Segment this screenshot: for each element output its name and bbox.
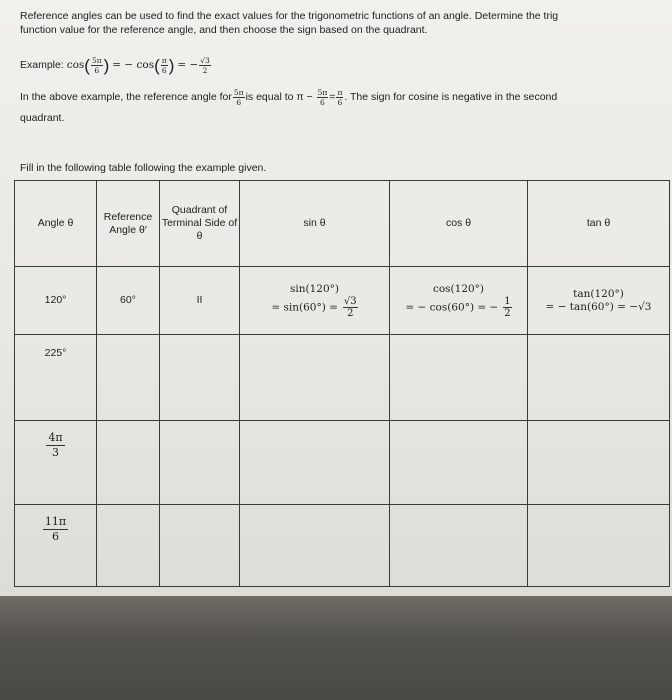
tan-bottom: = − tan(60°) = −√3 — [545, 300, 652, 313]
angle-value: 120° — [44, 294, 67, 306]
example-equals-cos: = − cos — [112, 58, 155, 71]
header-cos — [390, 181, 528, 267]
numerator: π — [161, 55, 167, 65]
cell-quadrant — [160, 267, 240, 335]
example-cos-1: cos — [66, 58, 85, 71]
example-label: Example: — [20, 58, 64, 71]
table-row — [15, 267, 670, 335]
denominator: 3 — [51, 446, 59, 459]
example-arg-1 — [91, 56, 103, 75]
numerator: √3 — [200, 55, 210, 65]
explanation-line-2: quadrant. — [20, 112, 65, 124]
header-reference — [97, 181, 160, 267]
denominator: 6 — [51, 530, 59, 543]
cell-sin — [240, 267, 390, 335]
denominator: 6 — [161, 65, 167, 75]
header-angle — [15, 181, 97, 267]
angle-fraction — [46, 431, 64, 460]
cell-cos[interactable] — [390, 505, 528, 587]
header-quadrant-line-1: Quadrant of — [171, 204, 228, 216]
header-cos-label: cos θ — [445, 217, 472, 229]
header-tan-label: tan θ — [586, 217, 611, 229]
header-quadrant-line-3: θ — [196, 230, 203, 242]
denominator: 6 — [320, 97, 325, 107]
paren-open: ( — [84, 55, 90, 75]
sin-top: sin(120°) — [290, 282, 339, 295]
header-sin — [240, 181, 390, 267]
example-line — [20, 54, 212, 76]
instructions-line-1: Reference angles can be used to find the exact values for the trigonometric functions of an angle. Determine the trig — [20, 10, 559, 22]
example-arg-2 — [161, 56, 168, 75]
cell-sin[interactable] — [240, 421, 390, 505]
cell-quadrant[interactable] — [160, 505, 240, 587]
cell-quadrant[interactable] — [160, 421, 240, 505]
paren-open: ( — [154, 55, 160, 75]
numerator: 1 — [504, 295, 511, 307]
tan-top: tan(120°) — [573, 287, 624, 300]
cell-angle — [15, 267, 97, 335]
table-row — [15, 505, 670, 587]
cell-tan[interactable] — [528, 505, 670, 587]
cell-tan[interactable] — [528, 335, 670, 421]
example-result — [199, 56, 211, 75]
paren-close: ) — [103, 55, 110, 75]
cell-cos[interactable] — [390, 335, 528, 421]
numerator: 5π — [317, 87, 328, 97]
header-quadrant-line-2: Terminal Side of — [161, 217, 238, 229]
cell-cos[interactable] — [390, 421, 528, 505]
cell-sin[interactable] — [240, 335, 390, 421]
table-row — [15, 421, 670, 505]
quadrant-value: II — [196, 294, 203, 306]
explanation-frac-1 — [233, 88, 245, 107]
cos-top: cos(120°) — [432, 282, 485, 295]
cell-angle — [15, 335, 97, 421]
numerator: √3 — [343, 295, 357, 307]
cell-reference — [97, 267, 160, 335]
cell-quadrant[interactable] — [160, 335, 240, 421]
cell-sin[interactable] — [240, 505, 390, 587]
header-sin-label: sin θ — [303, 217, 326, 229]
header-tan — [528, 181, 670, 267]
instructions-line-2: function value for the reference angle, and then choose the sign based on the quadrant. — [20, 24, 428, 36]
header-quadrant — [160, 181, 240, 267]
cos-fraction — [503, 296, 511, 319]
header-row — [15, 181, 670, 267]
cos-bottom: = − cos(60°) = − — [405, 300, 499, 313]
angle-fraction — [43, 515, 68, 544]
explanation-equals: = — [329, 90, 336, 103]
numerator: 5π — [91, 55, 102, 65]
sin-fraction — [343, 296, 358, 319]
denominator: 2 — [504, 307, 511, 319]
numerator: 5π — [233, 87, 244, 97]
explanation-frac-2 — [317, 88, 329, 107]
numerator: 4π — [48, 431, 63, 444]
angle-value: 225° — [44, 347, 67, 359]
table-row — [15, 335, 670, 421]
cell-angle — [15, 505, 97, 587]
cell-tan[interactable] — [528, 421, 670, 505]
explanation-line-1 — [20, 86, 557, 108]
cell-angle — [15, 421, 97, 505]
explanation-text-3: . The sign for cosine is negative in the second — [344, 90, 558, 103]
denominator: 6 — [236, 97, 242, 107]
numerator: π — [337, 87, 343, 97]
cell-cos — [390, 267, 528, 335]
header-reference-line-1: Reference — [103, 210, 153, 223]
explanation-frac-3 — [336, 88, 343, 107]
fill-prompt: Fill in the following table following the example given. — [20, 162, 267, 174]
example-equals-neg: = − — [177, 58, 199, 71]
denominator: 6 — [94, 65, 100, 75]
cell-reference[interactable] — [97, 505, 160, 587]
header-reference-line-2: Angle θ′ — [109, 223, 147, 236]
explanation-text-2: is equal to π − — [245, 90, 313, 103]
denominator: 2 — [202, 65, 208, 75]
header-angle-label: Angle θ — [37, 217, 74, 229]
cell-reference[interactable] — [97, 335, 160, 421]
cell-reference[interactable] — [97, 421, 160, 505]
cell-tan — [528, 267, 670, 335]
denominator: 2 — [347, 307, 354, 319]
paren-close: ) — [168, 55, 175, 75]
trig-table — [14, 180, 670, 587]
desk-background — [0, 596, 672, 700]
denominator: 6 — [337, 97, 343, 107]
reference-value: 60° — [120, 294, 136, 306]
numerator: 11π — [44, 515, 67, 528]
explanation-text-1: In the above example, the reference angle for — [20, 90, 232, 103]
sin-bottom: = sin(60°) = — [271, 300, 338, 313]
